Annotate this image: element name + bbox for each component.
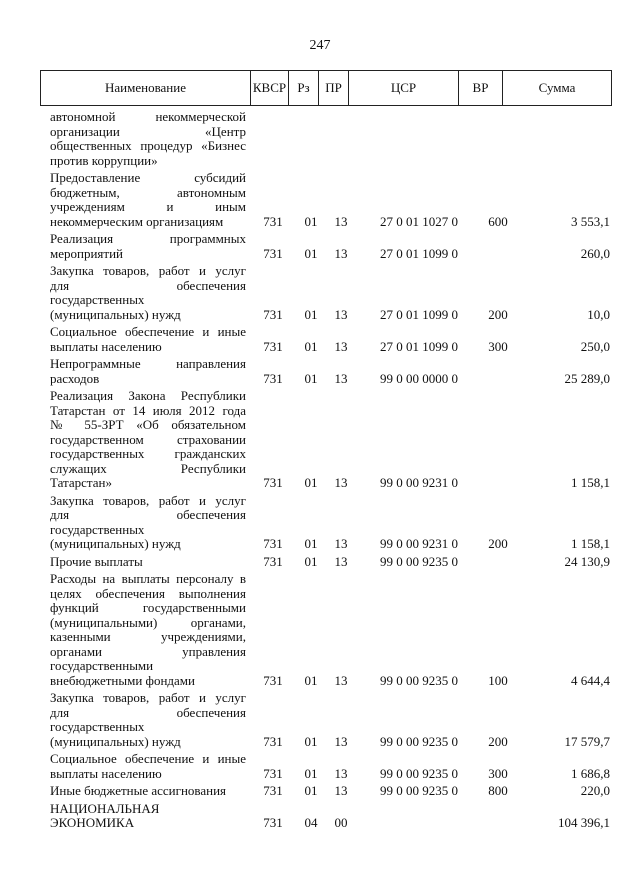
row-kvsr: 731 xyxy=(263,370,283,386)
row-name-line: НАЦИОНАЛЬНАЯ xyxy=(50,800,160,816)
row-csr: 99 0 00 9235 0 xyxy=(380,733,458,749)
row-rz: 01 xyxy=(304,245,318,261)
row-rz: 01 xyxy=(304,783,318,798)
row-pr: 13 xyxy=(334,553,348,569)
row-sum: 260,0 xyxy=(580,245,610,261)
row-name-line: Закупка товаров, работ и услуг xyxy=(50,492,246,508)
row-sum: 1 158,1 xyxy=(571,536,610,551)
row-vr: 300 xyxy=(488,338,508,354)
row-name xyxy=(50,110,246,168)
row-name-line: государственном страховании xyxy=(50,431,246,447)
row-rz: 01 xyxy=(304,338,318,354)
row-name-line: Иные бюджетные ассигнования xyxy=(50,783,227,798)
row-csr: 99 0 00 9235 0 xyxy=(380,783,458,798)
row-pr: 13 xyxy=(334,370,348,386)
row-kvsr: 731 xyxy=(263,213,283,229)
row-name-line: автономной некоммерческой xyxy=(50,109,246,124)
row-name xyxy=(50,325,246,354)
row-name-line: для обеспечения xyxy=(50,507,246,522)
row-kvsr: 731 xyxy=(263,815,283,830)
row-name xyxy=(50,264,246,322)
row-name-line: внебюджетными фондами xyxy=(50,672,195,688)
row-sum: 17 579,7 xyxy=(564,733,610,749)
row-name-line: Закупка товаров, работ и услуг xyxy=(50,690,246,705)
table-row xyxy=(50,171,610,229)
row-name-line: Непрограммные направления xyxy=(50,356,246,371)
row-pr: 13 xyxy=(334,536,348,551)
row-name-line: Расходы на выплаты персоналу в xyxy=(50,571,246,586)
row-kvsr: 731 xyxy=(263,306,283,322)
row-pr: 13 xyxy=(334,475,348,490)
row-sum: 4 644,4 xyxy=(571,672,610,688)
table-row xyxy=(50,389,610,491)
row-name-line: функций государственными xyxy=(50,600,246,615)
row-rz: 01 xyxy=(304,475,318,490)
row-name-line: (муниципальных) нужд xyxy=(50,536,181,551)
row-name-line: мероприятий xyxy=(50,245,123,261)
row-name-line: организации «Центр xyxy=(50,123,246,139)
row-name-line: против коррупции» xyxy=(50,152,158,168)
table-row xyxy=(50,555,610,570)
row-sum: 220,0 xyxy=(580,783,610,798)
row-name xyxy=(50,752,246,781)
row-csr: 99 0 00 9235 0 xyxy=(380,765,458,781)
row-pr: 13 xyxy=(334,338,348,354)
header-pr: ПР xyxy=(319,71,349,105)
row-rz: 01 xyxy=(304,306,318,322)
table-row xyxy=(50,752,610,781)
row-name-line: учреждениям и иным xyxy=(50,199,246,214)
row-csr: 99 0 00 9231 0 xyxy=(380,536,458,551)
row-kvsr: 731 xyxy=(263,765,283,781)
row-name-line: целях обеспечения выполнения xyxy=(50,585,246,601)
table-row xyxy=(50,572,610,688)
row-name-line: расходов xyxy=(50,370,100,386)
row-name-line: органами управления xyxy=(50,643,246,659)
row-name-line: Предоставление субсидий xyxy=(50,170,246,185)
row-name-line: для обеспечения xyxy=(50,277,246,293)
row-vr: 100 xyxy=(488,672,508,688)
row-pr: 13 xyxy=(334,672,348,688)
row-name-line: Татарстан от 14 июля 2012 года xyxy=(50,402,246,418)
table-row xyxy=(50,325,610,354)
row-kvsr: 731 xyxy=(263,536,283,551)
row-vr: 300 xyxy=(488,765,508,781)
row-kvsr: 731 xyxy=(263,672,283,688)
table-header xyxy=(40,70,612,106)
row-name-line: Татарстан» xyxy=(50,475,112,490)
row-name-line: для обеспечения xyxy=(50,704,246,720)
row-name xyxy=(50,572,246,688)
row-pr: 13 xyxy=(334,783,348,798)
row-pr: 00 xyxy=(334,815,348,830)
header-vr: ВР xyxy=(459,71,503,105)
row-name-line: служащих Республики xyxy=(50,460,246,476)
row-csr: 27 0 01 1099 0 xyxy=(380,306,458,322)
table-row xyxy=(50,784,610,799)
row-name-line: некоммерческим организациям xyxy=(50,213,224,229)
table-row xyxy=(50,232,610,261)
row-name-line: (муниципальных) нужд xyxy=(50,306,181,322)
row-name-line: государственных xyxy=(50,521,145,537)
row-csr: 99 0 00 9235 0 xyxy=(380,672,458,688)
row-name-line: выплаты населению xyxy=(50,338,162,354)
row-csr: 27 0 01 1027 0 xyxy=(380,213,458,229)
row-name xyxy=(50,389,246,491)
row-name-line: государственных гражданских xyxy=(50,446,246,461)
row-name xyxy=(50,232,246,261)
row-csr: 99 0 00 9231 0 xyxy=(380,475,458,490)
row-kvsr: 731 xyxy=(263,475,283,490)
row-name-line: государственных xyxy=(50,292,145,307)
row-csr: 99 0 00 0000 0 xyxy=(380,370,458,386)
row-rz: 01 xyxy=(304,370,318,386)
row-sum: 104 396,1 xyxy=(558,815,610,830)
row-name-line: (муниципальных) нужд xyxy=(50,733,181,749)
row-vr: 200 xyxy=(488,536,508,551)
row-kvsr: 731 xyxy=(263,338,283,354)
row-sum: 1 686,8 xyxy=(571,765,610,781)
row-pr: 13 xyxy=(334,306,348,322)
row-name-line: Прочие выплаты xyxy=(50,553,143,569)
row-csr: 99 0 00 9235 0 xyxy=(380,553,458,569)
table-row xyxy=(50,357,610,386)
row-name xyxy=(50,691,246,749)
row-rz: 01 xyxy=(304,672,318,688)
table-row xyxy=(50,802,610,831)
row-rz: 01 xyxy=(304,536,318,551)
row-sum: 10,0 xyxy=(587,306,610,322)
row-name xyxy=(50,555,246,570)
row-name xyxy=(50,802,246,831)
row-sum: 3 553,1 xyxy=(571,213,610,229)
row-csr: 27 0 01 1099 0 xyxy=(380,245,458,261)
row-kvsr: 731 xyxy=(263,245,283,261)
row-name xyxy=(50,494,246,552)
header-rz: Рз xyxy=(289,71,319,105)
row-name-line: выплаты населению xyxy=(50,765,162,781)
row-kvsr: 731 xyxy=(263,733,283,749)
row-vr: 200 xyxy=(488,306,508,322)
row-sum: 24 130,9 xyxy=(564,553,610,569)
row-rz: 04 xyxy=(304,815,318,830)
table-row xyxy=(50,494,610,552)
header-kvsr: КВСР xyxy=(251,71,289,105)
row-sum: 1 158,1 xyxy=(571,475,610,490)
table-row xyxy=(50,110,610,168)
row-kvsr: 731 xyxy=(263,783,283,798)
row-sum: 25 289,0 xyxy=(564,370,610,386)
header-csr: ЦСР xyxy=(349,71,459,105)
page-number: 247 xyxy=(309,38,331,53)
row-vr: 800 xyxy=(488,783,508,798)
table-row xyxy=(50,264,610,322)
row-pr: 13 xyxy=(334,245,348,261)
row-vr: 200 xyxy=(488,733,508,749)
row-name xyxy=(50,357,246,386)
table-row xyxy=(50,691,610,749)
row-name-line: общественных процедур «Бизнес xyxy=(50,138,246,153)
row-name-line: бюджетным, автономным xyxy=(50,184,246,200)
row-pr: 13 xyxy=(334,765,348,781)
row-rz: 01 xyxy=(304,733,318,749)
row-name-line: № 55-ЗРТ «Об обязательном xyxy=(50,417,246,432)
row-name-line: Социальное обеспечение и иные xyxy=(50,751,246,766)
row-name-line: государственными xyxy=(50,658,154,673)
header-name: Наименование xyxy=(41,71,251,105)
row-rz: 01 xyxy=(304,553,318,569)
row-name-line: государственных xyxy=(50,719,145,734)
row-kvsr: 731 xyxy=(263,553,283,569)
row-vr: 600 xyxy=(488,213,508,229)
row-name-line: Реализация программных xyxy=(50,231,246,246)
header-sum: Сумма xyxy=(538,80,576,95)
row-name-line: казенными учреждениями, xyxy=(50,629,246,644)
row-name xyxy=(50,171,246,229)
row-pr: 13 xyxy=(334,213,348,229)
row-name-line: ЭКОНОМИКА xyxy=(50,815,135,830)
row-sum: 250,0 xyxy=(580,338,610,354)
row-pr: 13 xyxy=(334,733,348,749)
table-body xyxy=(50,110,610,834)
row-name-line: Социальное обеспечение и иные xyxy=(50,324,246,339)
row-name-line: Закупка товаров, работ и услуг xyxy=(50,263,246,278)
row-csr: 27 0 01 1099 0 xyxy=(380,338,458,354)
row-rz: 01 xyxy=(304,765,318,781)
row-rz: 01 xyxy=(304,213,318,229)
row-name-line: (муниципальными) органами, xyxy=(50,614,246,630)
row-name xyxy=(50,784,246,799)
row-name-line: Реализация Закона Республики xyxy=(50,388,246,403)
